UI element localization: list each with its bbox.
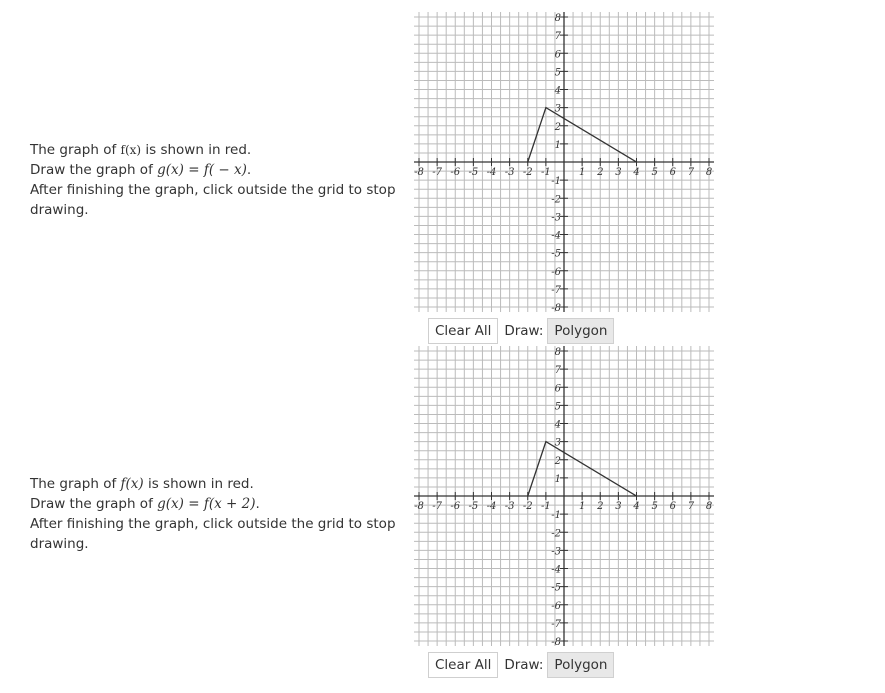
text-prefix: The graph of [30,142,121,158]
y-tick-label: -7 [551,284,561,296]
y-tick-label: -1 [551,176,561,188]
problem-text [30,474,400,554]
x-tick-label: 7 [687,167,695,178]
function-name: f(x) [120,143,142,157]
function-name: f(x) [120,476,144,492]
text-prefix: Draw the graph of [30,496,158,512]
x-tick-label: -3 [504,167,515,178]
x-tick-label: -7 [432,501,442,512]
text-prefix: Draw the graph of [30,162,158,178]
x-tick-label: -2 [522,501,533,512]
x-tick-label: 8 [705,501,713,512]
y-tick-label: -7 [551,618,561,630]
text-suffix: . [255,496,260,512]
x-tick-label: 3 [615,501,622,512]
x-tick-label: 2 [597,167,604,178]
problem-text [30,140,400,220]
x-tick-label: 8 [705,167,713,178]
y-tick-label: -1 [551,510,561,522]
problem-line-2 [30,494,400,514]
y-tick-label: 4 [554,85,561,97]
y-tick-label: -5 [551,248,561,260]
graph-grid[interactable] [414,346,714,650]
draw-label: Draw: [504,657,544,673]
graph-svg[interactable] [414,346,714,646]
y-tick-label: 1 [554,139,561,151]
y-tick-label: 4 [554,419,561,431]
x-tick-label: -5 [468,501,479,512]
x-tick-label: 5 [651,167,658,178]
y-tick-label: 7 [554,31,561,43]
y-tick-label: -6 [551,600,561,612]
problem-line-3: After finishing the graph, click outside the grid to stop drawing. [30,182,396,218]
y-tick-label: 6 [554,383,561,395]
text-prefix: The graph of [30,476,121,492]
y-tick-label: 3 [554,437,561,449]
function-lhs: g(x) [157,496,184,512]
x-tick-label: -4 [486,501,497,512]
y-tick-label: 8 [554,13,561,24]
text-suffix: is shown in red. [141,142,252,158]
x-tick-label: -1 [541,501,551,512]
y-tick-label: -4 [551,564,561,576]
x-tick-label: -6 [450,167,461,178]
graph-svg[interactable] [414,12,714,312]
clear-all-button[interactable]: Clear All [428,318,498,344]
function-rhs: f(x + 2) [203,496,256,512]
problem-line-1 [30,474,400,494]
text-suffix: . [246,162,252,178]
text-suffix: is shown in red. [143,476,254,492]
x-tick-label: 1 [578,167,586,178]
y-tick-label: -6 [551,266,561,278]
x-tick-label: -2 [522,167,533,178]
problem-line-2 [30,160,400,180]
y-tick-label: -2 [551,528,561,540]
x-tick-label: -6 [450,501,461,512]
x-tick-label: 5 [651,501,658,512]
y-tick-label: 7 [554,365,561,377]
x-tick-label: -8 [414,501,424,512]
polygon-tool-button[interactable]: Polygon [547,318,614,344]
problem-2 [0,334,885,674]
problem-line-3: After finishing the graph, click outside the grid to stop drawing. [30,516,396,552]
x-tick-label: -5 [468,167,479,178]
y-tick-label: 8 [554,347,561,358]
draw-label: Draw: [504,323,544,339]
y-tick-label: -3 [551,212,561,224]
equals-sign: = [183,162,204,178]
x-tick-label: -4 [486,167,497,178]
y-tick-label: -2 [551,194,561,206]
y-tick-label: 2 [554,121,561,133]
function-rhs: f( − x) [203,162,247,178]
function-lhs: g(x) [157,162,184,178]
y-tick-label: -3 [551,546,561,558]
x-tick-label: 7 [687,501,695,512]
y-tick-label: -8 [551,303,561,312]
x-tick-label: -7 [432,167,442,178]
y-tick-label: -8 [551,637,561,646]
graph-grid[interactable] [414,12,714,316]
x-tick-label: -8 [414,167,424,178]
y-tick-label: 5 [554,67,561,79]
equals-sign: = [183,496,204,512]
clear-all-button[interactable]: Clear All [428,652,498,678]
y-tick-label: 1 [554,473,561,485]
x-tick-label: 6 [669,501,676,512]
x-tick-label: 3 [615,167,622,178]
x-tick-label: 4 [633,501,640,512]
y-tick-label: 6 [554,49,561,61]
problem-line-1 [30,140,400,160]
x-tick-label: 1 [578,501,586,512]
y-tick-label: 2 [554,455,561,467]
y-tick-label: -4 [551,230,561,242]
x-tick-label: 2 [597,501,604,512]
problem-1 [0,0,885,340]
polygon-tool-button[interactable]: Polygon [547,652,614,678]
x-tick-label: 4 [633,167,640,178]
x-tick-label: 6 [669,167,676,178]
y-tick-label: 5 [554,401,561,413]
graph-controls [428,652,614,678]
y-tick-label: -5 [551,582,561,594]
y-tick-label: 3 [554,103,561,115]
x-tick-label: -3 [504,501,515,512]
x-tick-label: -1 [541,167,551,178]
